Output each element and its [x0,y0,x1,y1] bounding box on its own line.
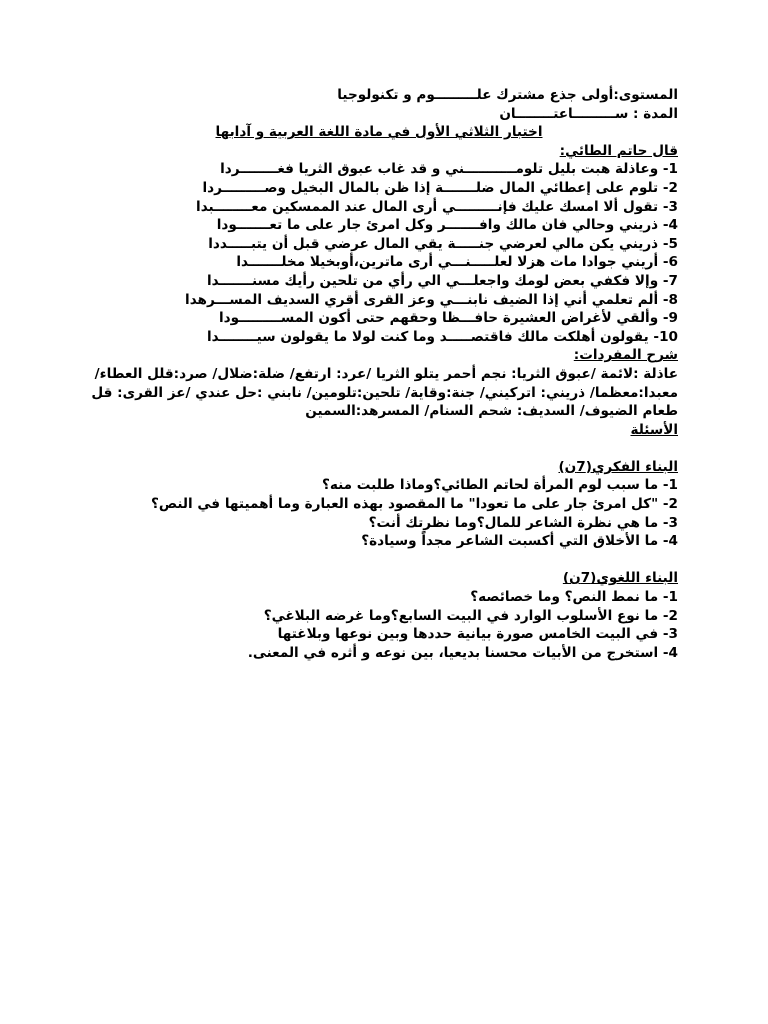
linguistic-question-1: 1- ما نمط النص؟ وما خصائصه؟ [470,589,678,606]
linguistic-question-2: 2- ما نوع الأسلوب الوارد في البيت السابع؟وما غرضه البلاغي؟ [263,607,678,624]
level-line: المستوى:أولى جذع مشترك علـــــــــوم و تكنولوجيا [337,87,678,103]
spacer [80,551,678,570]
questions-heading: الأسئلة [630,421,678,438]
verse-5: 5- ذريني يكن مالي لعرضي جنـــــة يقي المال عرضي قبل أن يتبـــــددا [208,235,678,252]
spacer [80,439,678,458]
poem-intro: قال حاتم الطائي: [559,142,678,159]
intellectual-question-1: 1- ما سبب لوم المرأة لحاتم الطائي؟وماذا طلبت منه؟ [321,477,678,494]
linguistic-question-3: 3- في البيت الخامس صورة بيانية حددها وبين نوعها وبلاغتها [277,626,678,643]
linguistic-heading: البناء اللغوي(7ن) [562,570,678,587]
intellectual-question-4: 4- ما الأخلاق التي أكسبت الشاعر مجداً وسيادة؟ [361,533,678,550]
vocab-text: عاذلة :لائمة /عبوق الثريا: نجم أحمر يتلو الثريا /عرد: ارتفع/ ضلة:ضلال/ صرد:قلل العطاء/ معبدا:معظما/ ذريني: اتركيني/ جنة:وقاية/ تلحين:تلومين/ نابني :حل عندي /عز القرى: قل طعام الضيوف/ السديف: شحم السنام/ المسرهد:السمين [91,365,678,420]
verse-9: 9- وألقي لأغراض العشيرة حافـــظا وحقهم حتى أكون المســـــــــودا [218,310,678,327]
intellectual-question-3: 3- ما هي نظرة الشاعر للمال؟وما نظرتك أنت؟ [368,514,678,531]
exam-title: اختبار الثلاثي الأول في مادة اللغة العربية و آدابها [215,124,543,141]
vocab-heading: شرح المفردات: [573,347,678,364]
duration-line: المدة : ســـــــــاعتــــــــان [499,105,678,122]
verse-1: 1- وعاذلة هبت بليل تلومـــــــــــني و قد غاب عبوق الثريا فغــــــــردا [220,161,678,178]
document-body [80,86,678,662]
verse-2: 2- تلوم على إعطائي المال ضلـــــــة إذا ظن بالمال البخيل وصـــــــــردا [202,179,678,196]
verse-3: 3- تقول ألا امسك عليك فإنـــــــــي أرى المال عند الممسكين معــــــــبدا [196,198,678,215]
intellectual-question-2: 2- "كل امرئ جار على ما تعودا" ما المقصود بهذه العبارة وما أهميتها في النص؟ [150,496,678,513]
verse-7: 7- وإلا فكفي بعض لومك واجعلـــي الي رأي من تلحين رأيك مسنـــــــدا [206,272,678,289]
intellectual-heading: البناء الفكري(7ن) [558,458,678,475]
linguistic-question-4: 4- استخرج من الأبيات محسنا بديعيا، بين نوعه و أثره في المعنى. [247,644,678,661]
verse-4: 4- ذريني وحالي فان مالك وافـــــــر وكل امرئ جار على ما تعـــــــودا [216,217,678,234]
verse-10: 10- يقولون أهلكت مالك فاقتصـــــد وما كنت لولا ما يقولون سيــــــــدا [206,328,678,345]
verse-8: 8- ألم تعلمي أني إذا الضيف نابنـــي وعز القرى أقري السديف المســـرهدا [185,291,678,308]
verse-6: 6- أريني جوادا مات هزلا لعلـــــنـــي أرى ماترين،أوبخيلا مخلـــــــدا [236,254,678,271]
